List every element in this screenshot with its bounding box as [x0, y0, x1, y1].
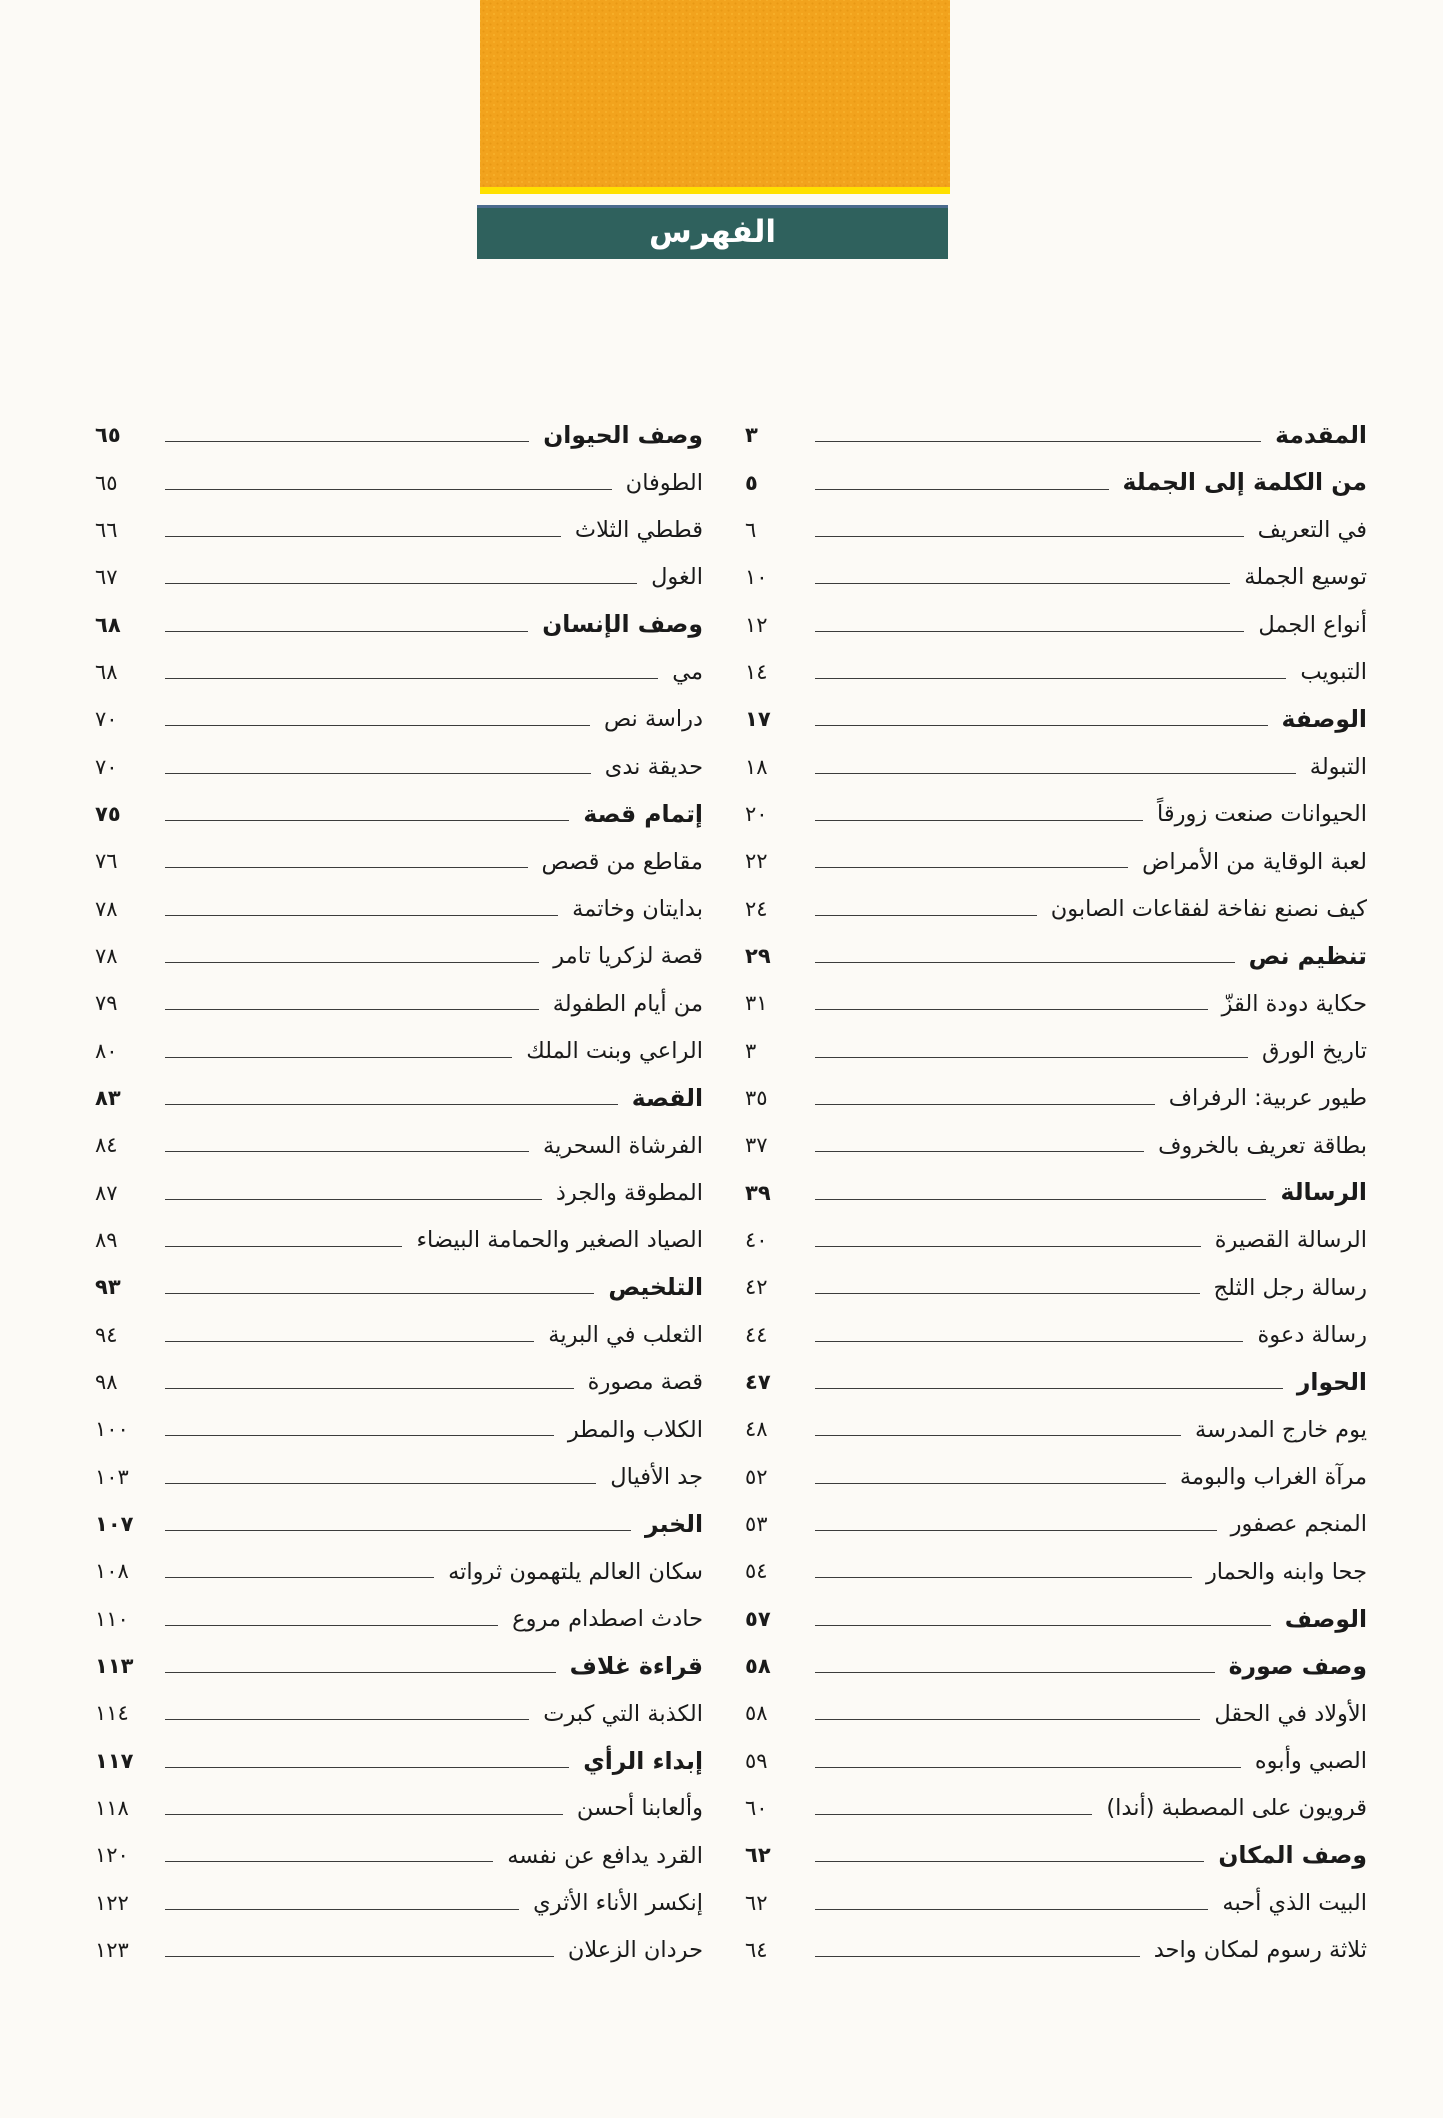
leader-line	[165, 1009, 539, 1010]
leader-line	[815, 1861, 1204, 1862]
leader-line	[815, 1057, 1248, 1058]
toc-entry-page-number: ٣	[745, 1038, 757, 1063]
toc-row	[745, 459, 1367, 506]
toc-row	[95, 1501, 703, 1548]
leader-line	[165, 441, 529, 442]
toc-row	[95, 554, 703, 601]
toc-entry-page-number: ٥٨	[745, 1654, 771, 1679]
toc-entry-page-number: ٥٨	[745, 1701, 768, 1726]
toc-entry-title: جحا وابنه والحمار	[1205, 1558, 1367, 1585]
leader-line	[815, 1293, 1200, 1294]
toc-entry-page-number: ٧٨	[95, 896, 118, 921]
toc-entry-page-number: ١٢٣	[95, 1938, 129, 1963]
toc-entry-title: الكلاب والمطر	[567, 1416, 703, 1443]
toc-entry-title: التلخيص	[608, 1273, 703, 1302]
leader-line	[815, 1767, 1241, 1768]
leader-line	[815, 1199, 1266, 1200]
toc-row	[95, 601, 703, 648]
toc-column-right	[745, 412, 1367, 1974]
toc-entry-title: كيف نصنع نفاخة لفقاعات الصابون	[1050, 895, 1367, 922]
toc-entry-page-number: ٧٨	[95, 943, 118, 968]
leader-line	[165, 962, 539, 963]
toc-entry-title: قططي الثلاث	[574, 517, 703, 544]
toc-entry-title: مرآة الغراب والبومة	[1179, 1463, 1367, 1490]
toc-row	[95, 1312, 703, 1359]
leader-line	[815, 1009, 1208, 1010]
leader-line	[165, 1293, 594, 1294]
leader-line	[165, 631, 528, 632]
toc-row	[95, 1170, 703, 1217]
toc-entry-page-number: ٨٠	[95, 1038, 118, 1063]
toc-row	[745, 1075, 1367, 1122]
toc-entry-title: وصف صورة	[1228, 1651, 1367, 1680]
toc-entry-title: الطوفان	[625, 469, 703, 496]
toc-entry-page-number: ١٠٧	[95, 1512, 134, 1537]
toc-entry-page-number: ٤٢	[745, 1275, 768, 1300]
toc-row	[745, 601, 1367, 648]
leader-line	[815, 1435, 1181, 1436]
toc-entry-page-number: ٩٣	[95, 1275, 121, 1300]
table-of-contents	[95, 412, 1367, 1974]
toc-entry-page-number: ٥٤	[745, 1559, 768, 1584]
leader-line	[165, 1435, 554, 1436]
toc-entry-title: الراعي وبنت الملك	[526, 1037, 703, 1064]
toc-entry-page-number: ٦٢	[745, 1890, 768, 1915]
toc-entry-title: رسالة دعوة	[1257, 1321, 1367, 1348]
leader-line	[815, 678, 1286, 679]
toc-entry-title: الغول	[651, 564, 703, 591]
toc-entry-page-number: ٥٢	[745, 1464, 768, 1489]
toc-entry-page-number: ٦٨	[95, 659, 118, 684]
leader-line	[165, 1814, 563, 1815]
toc-row	[95, 1880, 703, 1927]
toc-row	[745, 743, 1367, 790]
toc-row	[745, 1880, 1367, 1927]
toc-entry-title: حادث اصطدام مروع	[512, 1606, 703, 1633]
leader-line	[815, 1814, 1092, 1815]
toc-row	[95, 980, 703, 1027]
toc-row	[95, 649, 703, 696]
leader-line	[165, 773, 591, 774]
leader-line	[815, 631, 1244, 632]
toc-row	[745, 412, 1367, 459]
toc-row	[745, 507, 1367, 554]
toc-entry-title: من أيام الطفولة	[552, 990, 703, 1017]
leader-line	[815, 867, 1128, 868]
toc-entry-page-number: ١٧	[745, 707, 771, 732]
toc-row	[745, 1122, 1367, 1169]
page-title: الفهرس	[648, 213, 777, 250]
toc-entry-title: الوصف	[1284, 1604, 1367, 1633]
toc-entry-title: قصة لزكريا تامر	[553, 943, 703, 970]
toc-row	[745, 1643, 1367, 1690]
toc-entry-title: وألعابنا أحسن	[576, 1795, 703, 1822]
leader-line	[815, 1577, 1192, 1578]
toc-entry-page-number: ١١٧	[95, 1748, 134, 1773]
toc-entry-page-number: ٦٧	[95, 565, 118, 590]
toc-entry-title: إتمام قصة	[583, 799, 703, 828]
toc-row	[745, 1785, 1367, 1832]
toc-row	[95, 1927, 703, 1974]
toc-row	[745, 1832, 1367, 1879]
leader-line	[815, 1672, 1215, 1673]
toc-row	[745, 1027, 1367, 1074]
toc-entry-title: وصف المكان	[1218, 1841, 1367, 1870]
toc-entry-title: في التعريف	[1257, 517, 1367, 544]
cover-orange-block	[480, 0, 950, 194]
toc-entry-page-number: ٨٣	[95, 1085, 121, 1110]
toc-entry-page-number: ٨٩	[95, 1228, 118, 1253]
toc-row	[745, 933, 1367, 980]
toc-entry-title: وصف الحيوان	[543, 420, 703, 449]
toc-row	[95, 1217, 703, 1264]
toc-row	[745, 791, 1367, 838]
toc-entry-page-number: ١٠٣	[95, 1464, 129, 1489]
toc-entry-title: البيت الذي أحبه	[1222, 1890, 1367, 1917]
leader-line	[165, 1246, 402, 1247]
toc-entry-page-number: ٤٨	[745, 1417, 768, 1442]
toc-row	[95, 412, 703, 459]
toc-entry-title: المطوقة والجرذ	[555, 1179, 703, 1206]
leader-line	[815, 820, 1143, 821]
toc-entry-title: الصياد الصغير والحمامة البيضاء	[416, 1227, 703, 1254]
contents-title-banner	[477, 205, 948, 259]
leader-line	[165, 583, 637, 584]
leader-line	[815, 489, 1109, 490]
leader-line	[165, 725, 590, 726]
toc-row	[745, 696, 1367, 743]
toc-entry-page-number: ٣١	[745, 991, 768, 1016]
toc-entry-page-number: ٥٣	[745, 1512, 768, 1537]
toc-entry-title: ثلاثة رسوم لمكان واحد	[1153, 1937, 1367, 1964]
toc-row	[95, 1832, 703, 1879]
toc-row	[95, 743, 703, 790]
toc-entry-page-number: ١١٤	[95, 1701, 129, 1726]
toc-row	[745, 1738, 1367, 1785]
toc-entry-title: إنكسر الأناء الأثري	[533, 1890, 703, 1917]
toc-entry-page-number: ١٠	[745, 565, 768, 590]
toc-row	[745, 1454, 1367, 1501]
toc-row	[95, 1596, 703, 1643]
toc-entry-page-number: ٢٤	[745, 896, 768, 921]
toc-entry-title: الرسالة القصيرة	[1214, 1227, 1367, 1254]
toc-entry-page-number: ٢٢	[745, 849, 768, 874]
toc-entry-page-number: ٣	[745, 423, 758, 448]
toc-entry-title: وصف الإنسان	[542, 610, 703, 639]
toc-entry-title: قراءة غلاف	[569, 1651, 703, 1680]
leader-line	[815, 1956, 1140, 1957]
leader-line	[165, 1341, 534, 1342]
toc-entry-title: حردان الزعلان	[567, 1937, 703, 1964]
toc-entry-title: جد الأفيال	[610, 1463, 703, 1490]
toc-row	[95, 1075, 703, 1122]
toc-entry-page-number: ١١٣	[95, 1654, 134, 1679]
toc-entry-page-number: ٧٠	[95, 754, 118, 779]
toc-entry-page-number: ٦	[745, 517, 757, 542]
toc-row	[745, 554, 1367, 601]
leader-line	[165, 1861, 493, 1862]
toc-entry-page-number: ٨٤	[95, 1133, 118, 1158]
leader-line	[165, 1057, 512, 1058]
leader-line	[165, 536, 561, 537]
toc-entry-title: حديقة ندى	[604, 753, 703, 780]
leader-line	[165, 1625, 498, 1626]
leader-line	[165, 1483, 596, 1484]
toc-entry-title: الخبر	[644, 1509, 703, 1538]
toc-row	[745, 1312, 1367, 1359]
leader-line	[815, 1719, 1200, 1720]
toc-row	[745, 885, 1367, 932]
toc-row	[95, 1264, 703, 1311]
leader-line	[165, 678, 658, 679]
toc-entry-page-number: ٧٦	[95, 849, 118, 874]
toc-row	[745, 1690, 1367, 1737]
toc-entry-title: تاريخ الورق	[1262, 1037, 1367, 1064]
toc-entry-page-number: ٤٠	[745, 1228, 768, 1253]
leader-line	[815, 1104, 1155, 1105]
toc-entry-page-number: ٥٩	[745, 1748, 768, 1773]
toc-row	[95, 838, 703, 885]
leader-line	[165, 820, 569, 821]
toc-row	[745, 1596, 1367, 1643]
toc-row	[95, 933, 703, 980]
leader-line	[165, 1388, 574, 1389]
toc-row	[745, 1170, 1367, 1217]
leader-line	[165, 489, 612, 490]
toc-entry-page-number: ٤٤	[745, 1322, 768, 1347]
toc-row	[95, 1122, 703, 1169]
leader-line	[815, 1909, 1208, 1910]
toc-entry-title: أنواع الجمل	[1258, 611, 1367, 638]
leader-line	[815, 1151, 1144, 1152]
toc-entry-page-number: ٤٧	[745, 1370, 771, 1395]
toc-row	[95, 1643, 703, 1690]
toc-row	[745, 1264, 1367, 1311]
toc-entry-title: تنظيم نص	[1248, 941, 1367, 970]
toc-row	[95, 1359, 703, 1406]
toc-entry-title: مقاطع من قصص	[541, 848, 703, 875]
leader-line	[815, 1246, 1201, 1247]
toc-entry-page-number: ٦٤	[745, 1938, 768, 1963]
toc-row	[745, 1406, 1367, 1453]
leader-line	[165, 1151, 529, 1152]
toc-entry-title: التبولة	[1309, 753, 1367, 780]
toc-row	[95, 459, 703, 506]
toc-entry-page-number: ١٢٢	[95, 1890, 129, 1915]
toc-entry-page-number: ٨٧	[95, 1180, 118, 1205]
toc-row	[95, 1406, 703, 1453]
leader-line	[815, 915, 1037, 916]
toc-entry-title: بدايتان وخاتمة	[572, 895, 703, 922]
toc-entry-page-number: ٢٩	[745, 943, 771, 968]
toc-row	[745, 980, 1367, 1027]
toc-entry-title: القرد يدافع عن نفسه	[507, 1842, 703, 1869]
toc-entry-title: المقدمة	[1275, 420, 1367, 449]
toc-entry-title: قرويون على المصطبة (أندا)	[1106, 1795, 1367, 1822]
toc-entry-page-number: ١٢	[745, 612, 768, 637]
toc-entry-page-number: ٣٥	[745, 1085, 768, 1110]
toc-entry-title: يوم خارج المدرسة	[1195, 1416, 1367, 1443]
toc-entry-page-number: ٦٥	[95, 470, 118, 495]
leader-line	[165, 1577, 434, 1578]
toc-entry-title: المنجم عصفور	[1230, 1511, 1367, 1538]
toc-entry-page-number: ٣٩	[745, 1180, 771, 1205]
toc-row	[95, 1548, 703, 1595]
leader-line	[165, 1199, 542, 1200]
toc-entry-page-number: ٦٠	[745, 1796, 768, 1821]
toc-entry-title: رسالة رجل الثلج	[1213, 1274, 1367, 1301]
toc-entry-page-number: ٦٥	[95, 423, 121, 448]
leader-line	[165, 1719, 529, 1720]
toc-row	[745, 649, 1367, 696]
toc-entry-title: الحوار	[1296, 1367, 1367, 1396]
toc-entry-page-number: ٩٨	[95, 1370, 118, 1395]
leader-line	[815, 583, 1230, 584]
toc-entry-page-number: ١١٨	[95, 1796, 129, 1821]
toc-entry-title: الفرشاة السحرية	[543, 1132, 703, 1159]
toc-entry-title: قصة مصورة	[587, 1369, 703, 1396]
toc-entry-page-number: ٣٧	[745, 1133, 768, 1158]
toc-entry-title: دراسة نص	[603, 706, 703, 733]
toc-entry-title: الكذبة التي كبرت	[543, 1700, 703, 1727]
toc-entry-page-number: ٦٢	[745, 1843, 771, 1868]
toc-entry-title: القصة	[631, 1083, 703, 1112]
leader-line	[815, 962, 1235, 963]
toc-row	[95, 885, 703, 932]
toc-entry-page-number: ٧٥	[95, 801, 121, 826]
toc-entry-title: الأولاد في الحقل	[1214, 1700, 1367, 1727]
toc-entry-page-number: ٥٧	[745, 1606, 771, 1631]
toc-entry-title: توسيع الجملة	[1244, 564, 1367, 591]
toc-row	[745, 838, 1367, 885]
leader-line	[815, 1388, 1283, 1389]
leader-line	[815, 773, 1296, 774]
toc-row	[95, 791, 703, 838]
leader-line	[815, 725, 1268, 726]
toc-row	[95, 507, 703, 554]
toc-entry-title: بطاقة تعريف بالخروف	[1158, 1132, 1367, 1159]
leader-line	[165, 1104, 618, 1105]
toc-entry-page-number: ٦٨	[95, 612, 121, 637]
leader-line	[165, 1767, 569, 1768]
toc-row	[95, 1027, 703, 1074]
toc-entry-page-number: ٥	[745, 470, 758, 495]
toc-entry-title: الوصفة	[1281, 704, 1367, 733]
leader-line	[815, 1483, 1166, 1484]
toc-entry-title: الثعلب في البرية	[548, 1321, 703, 1348]
toc-row	[95, 1738, 703, 1785]
toc-row	[95, 1785, 703, 1832]
toc-entry-title: الرسالة	[1280, 1178, 1367, 1207]
toc-entry-page-number: ٩٤	[95, 1322, 118, 1347]
toc-entry-title: إبداء الرأي	[583, 1746, 703, 1775]
toc-row	[745, 1548, 1367, 1595]
leader-line	[165, 1956, 554, 1957]
toc-entry-title: من الكلمة إلى الجملة	[1122, 468, 1367, 497]
leader-line	[815, 1625, 1271, 1626]
toc-row	[745, 1927, 1367, 1974]
leader-line	[815, 1341, 1243, 1342]
toc-entry-title: حكاية دودة القزّ	[1221, 990, 1367, 1017]
toc-entry-title: طيور عربية: الرفراف	[1168, 1085, 1367, 1112]
leader-line	[165, 867, 528, 868]
leader-line	[815, 536, 1244, 537]
toc-entry-page-number: ١٨	[745, 754, 768, 779]
leader-line	[815, 1530, 1217, 1531]
toc-entry-title: الحيوانات صنعت زورقاً	[1157, 801, 1367, 828]
toc-entry-title: الصبي وأبوه	[1254, 1748, 1367, 1775]
toc-column-left	[95, 412, 703, 1974]
toc-entry-page-number: ١٠٠	[95, 1417, 129, 1442]
leader-line	[165, 1909, 519, 1910]
toc-entry-page-number: ١٢٠	[95, 1843, 129, 1868]
toc-entry-page-number: ١١٠	[95, 1606, 129, 1631]
leader-line	[165, 1530, 631, 1531]
toc-row	[745, 1217, 1367, 1264]
toc-entry-title: لعبة الوقاية من الأمراض	[1142, 848, 1367, 875]
toc-entry-page-number: ١٠٨	[95, 1559, 129, 1584]
toc-row	[745, 1359, 1367, 1406]
toc-entry-title: التبويب	[1300, 659, 1367, 686]
toc-row	[95, 1454, 703, 1501]
toc-row	[95, 696, 703, 743]
toc-row	[95, 1690, 703, 1737]
toc-entry-title: مي	[672, 659, 703, 686]
toc-entry-title: سكان العالم يلتهمون ثرواته	[448, 1558, 703, 1585]
leader-line	[165, 915, 558, 916]
leader-line	[165, 1672, 556, 1673]
leader-line	[815, 441, 1261, 442]
toc-entry-page-number: ٢٠	[745, 801, 768, 826]
toc-entry-page-number: ٦٦	[95, 517, 118, 542]
toc-entry-page-number: ١٤	[745, 659, 768, 684]
toc-entry-page-number: ٧٩	[95, 991, 118, 1016]
toc-row	[745, 1501, 1367, 1548]
toc-entry-page-number: ٧٠	[95, 707, 118, 732]
